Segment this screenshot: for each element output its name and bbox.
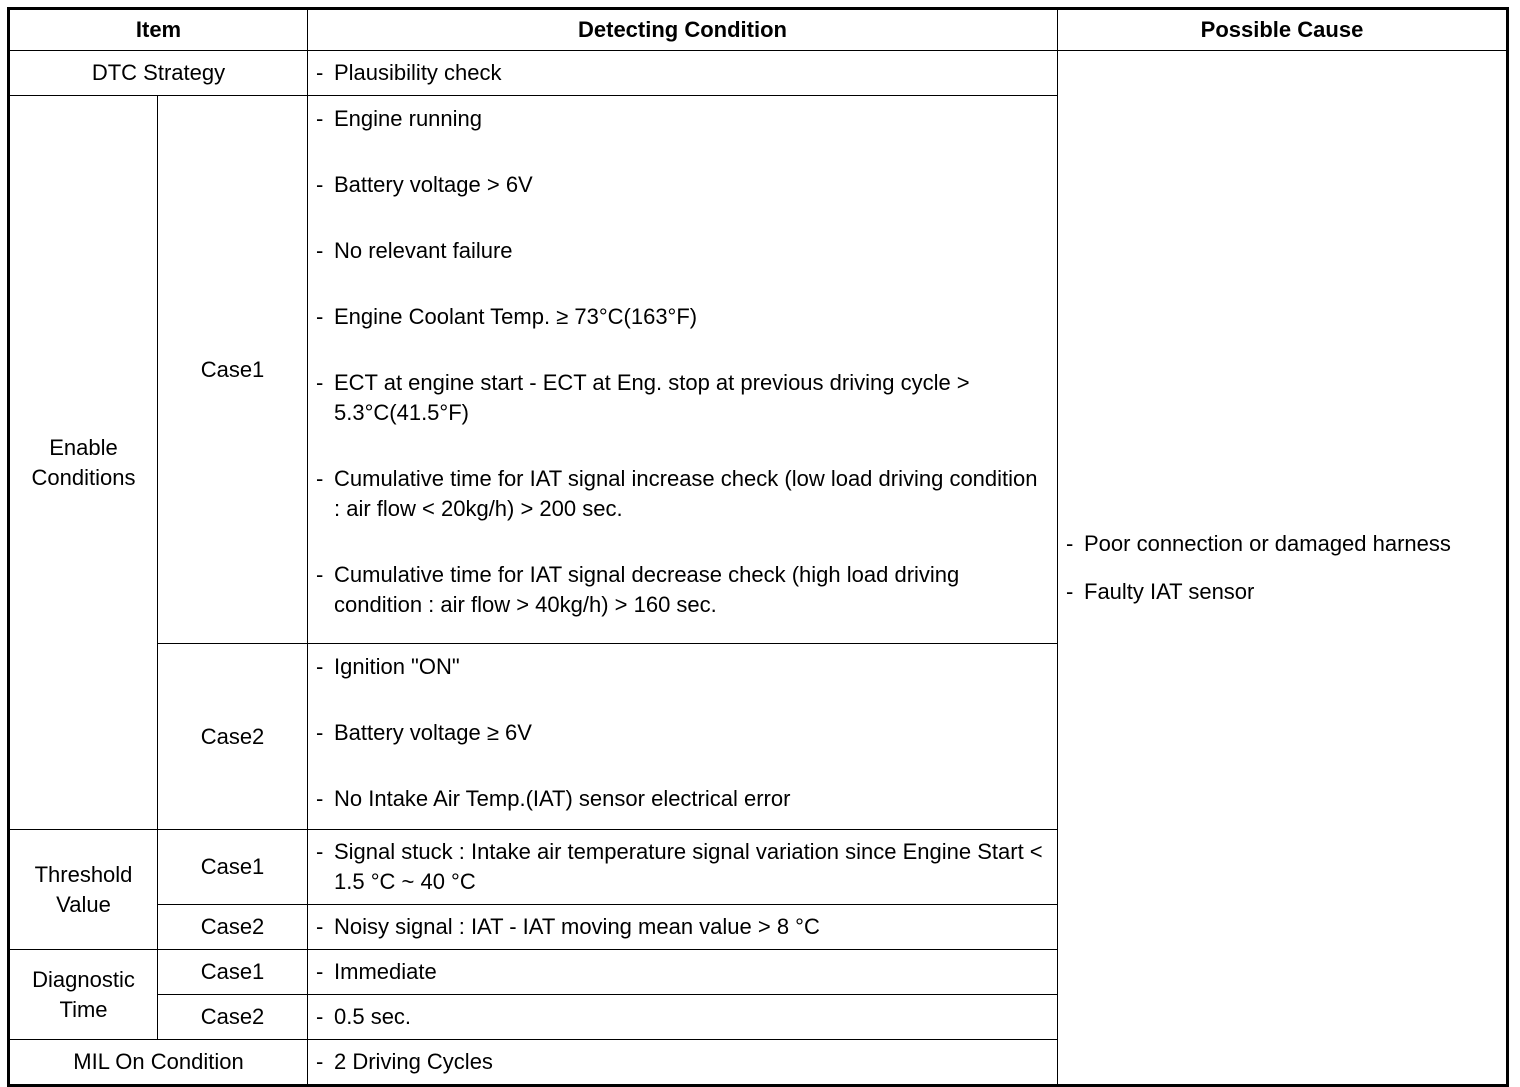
list-item: - Engine running xyxy=(316,104,1049,134)
enable-conditions-label xyxy=(9,96,158,830)
dtc-strategy-conditions xyxy=(308,51,1058,96)
list-item: - Cumulative time for IAT signal decrease check (high load driving condition : air flow > 40kg/h) > 160 sec. xyxy=(316,560,1049,620)
diagnostic-case1-label: Case1 xyxy=(158,950,308,995)
list-item: - 2 Driving Cycles xyxy=(316,1047,1049,1077)
threshold-case1-label: Case1 xyxy=(158,830,308,905)
list-item: - Noisy signal : IAT - IAT moving mean value > 8 °C xyxy=(316,912,1049,942)
enable-case1-conditions xyxy=(308,96,1058,644)
list-item: - Immediate xyxy=(316,957,1049,987)
enable-case2-label: Case2 xyxy=(158,644,308,830)
enable-conditions-label-line2: Conditions xyxy=(31,464,136,490)
list-item: - No relevant failure xyxy=(316,236,1049,266)
possible-cause-item: - Poor connection or damaged harness xyxy=(1066,529,1498,559)
header-row xyxy=(9,9,1508,51)
row-dtc-strategy xyxy=(9,51,1508,96)
header-item: Item xyxy=(9,9,308,51)
threshold-case2-label: Case2 xyxy=(158,905,308,950)
possible-cause-item: - Faulty IAT sensor xyxy=(1066,577,1498,607)
list-item: - Cumulative time for IAT signal increase check (low load driving condition : air flow < 20kg/h) > 200 sec. xyxy=(316,464,1049,524)
diagnostic-time-label xyxy=(9,950,158,1040)
mil-on-condition-label: MIL On Condition xyxy=(9,1040,308,1086)
threshold-value-label-line2: Value xyxy=(56,891,111,917)
diagnostic-case2-conditions xyxy=(308,995,1058,1040)
list-item: - Battery voltage ≥ 6V xyxy=(316,718,1049,748)
dtc-strategy-label: DTC Strategy xyxy=(9,51,308,96)
list-item: - 0.5 sec. xyxy=(316,1002,1049,1032)
dtc-spec-table xyxy=(7,7,1509,1087)
enable-case2-conditions xyxy=(308,644,1058,830)
mil-on-condition-conditions xyxy=(308,1040,1058,1086)
threshold-case1-conditions xyxy=(308,830,1058,905)
diagnostic-case2-label: Case2 xyxy=(158,995,308,1040)
list-item: - ECT at engine start - ECT at Eng. stop at previous driving cycle > 5.3°C(41.5°F) xyxy=(316,368,1049,428)
header-detecting-condition: Detecting Condition xyxy=(308,9,1058,51)
diagnostic-time-label-line2: Time xyxy=(59,996,108,1022)
header-possible-cause: Possible Cause xyxy=(1058,9,1508,51)
diagnostic-time-label-line1: Diagnostic xyxy=(32,966,135,992)
diagnostic-case1-conditions xyxy=(308,950,1058,995)
enable-case1-label: Case1 xyxy=(158,96,308,644)
enable-conditions-label-line1: Enable xyxy=(49,434,118,460)
threshold-value-label xyxy=(9,830,158,950)
list-item: - Battery voltage > 6V xyxy=(316,170,1049,200)
list-item: - Engine Coolant Temp. ≥ 73°C(163°F) xyxy=(316,302,1049,332)
threshold-value-label-line1: Threshold xyxy=(34,861,133,887)
list-item: - Plausibility check xyxy=(316,58,1049,88)
list-item: - No Intake Air Temp.(IAT) sensor electrical error xyxy=(316,784,1049,814)
possible-cause-cell xyxy=(1058,51,1508,1086)
threshold-case2-conditions xyxy=(308,905,1058,950)
list-item: - Signal stuck : Intake air temperature signal variation since Engine Start < 1.5 °C ~ 40 °C xyxy=(316,837,1049,897)
list-item: - Ignition "ON" xyxy=(316,652,1049,682)
